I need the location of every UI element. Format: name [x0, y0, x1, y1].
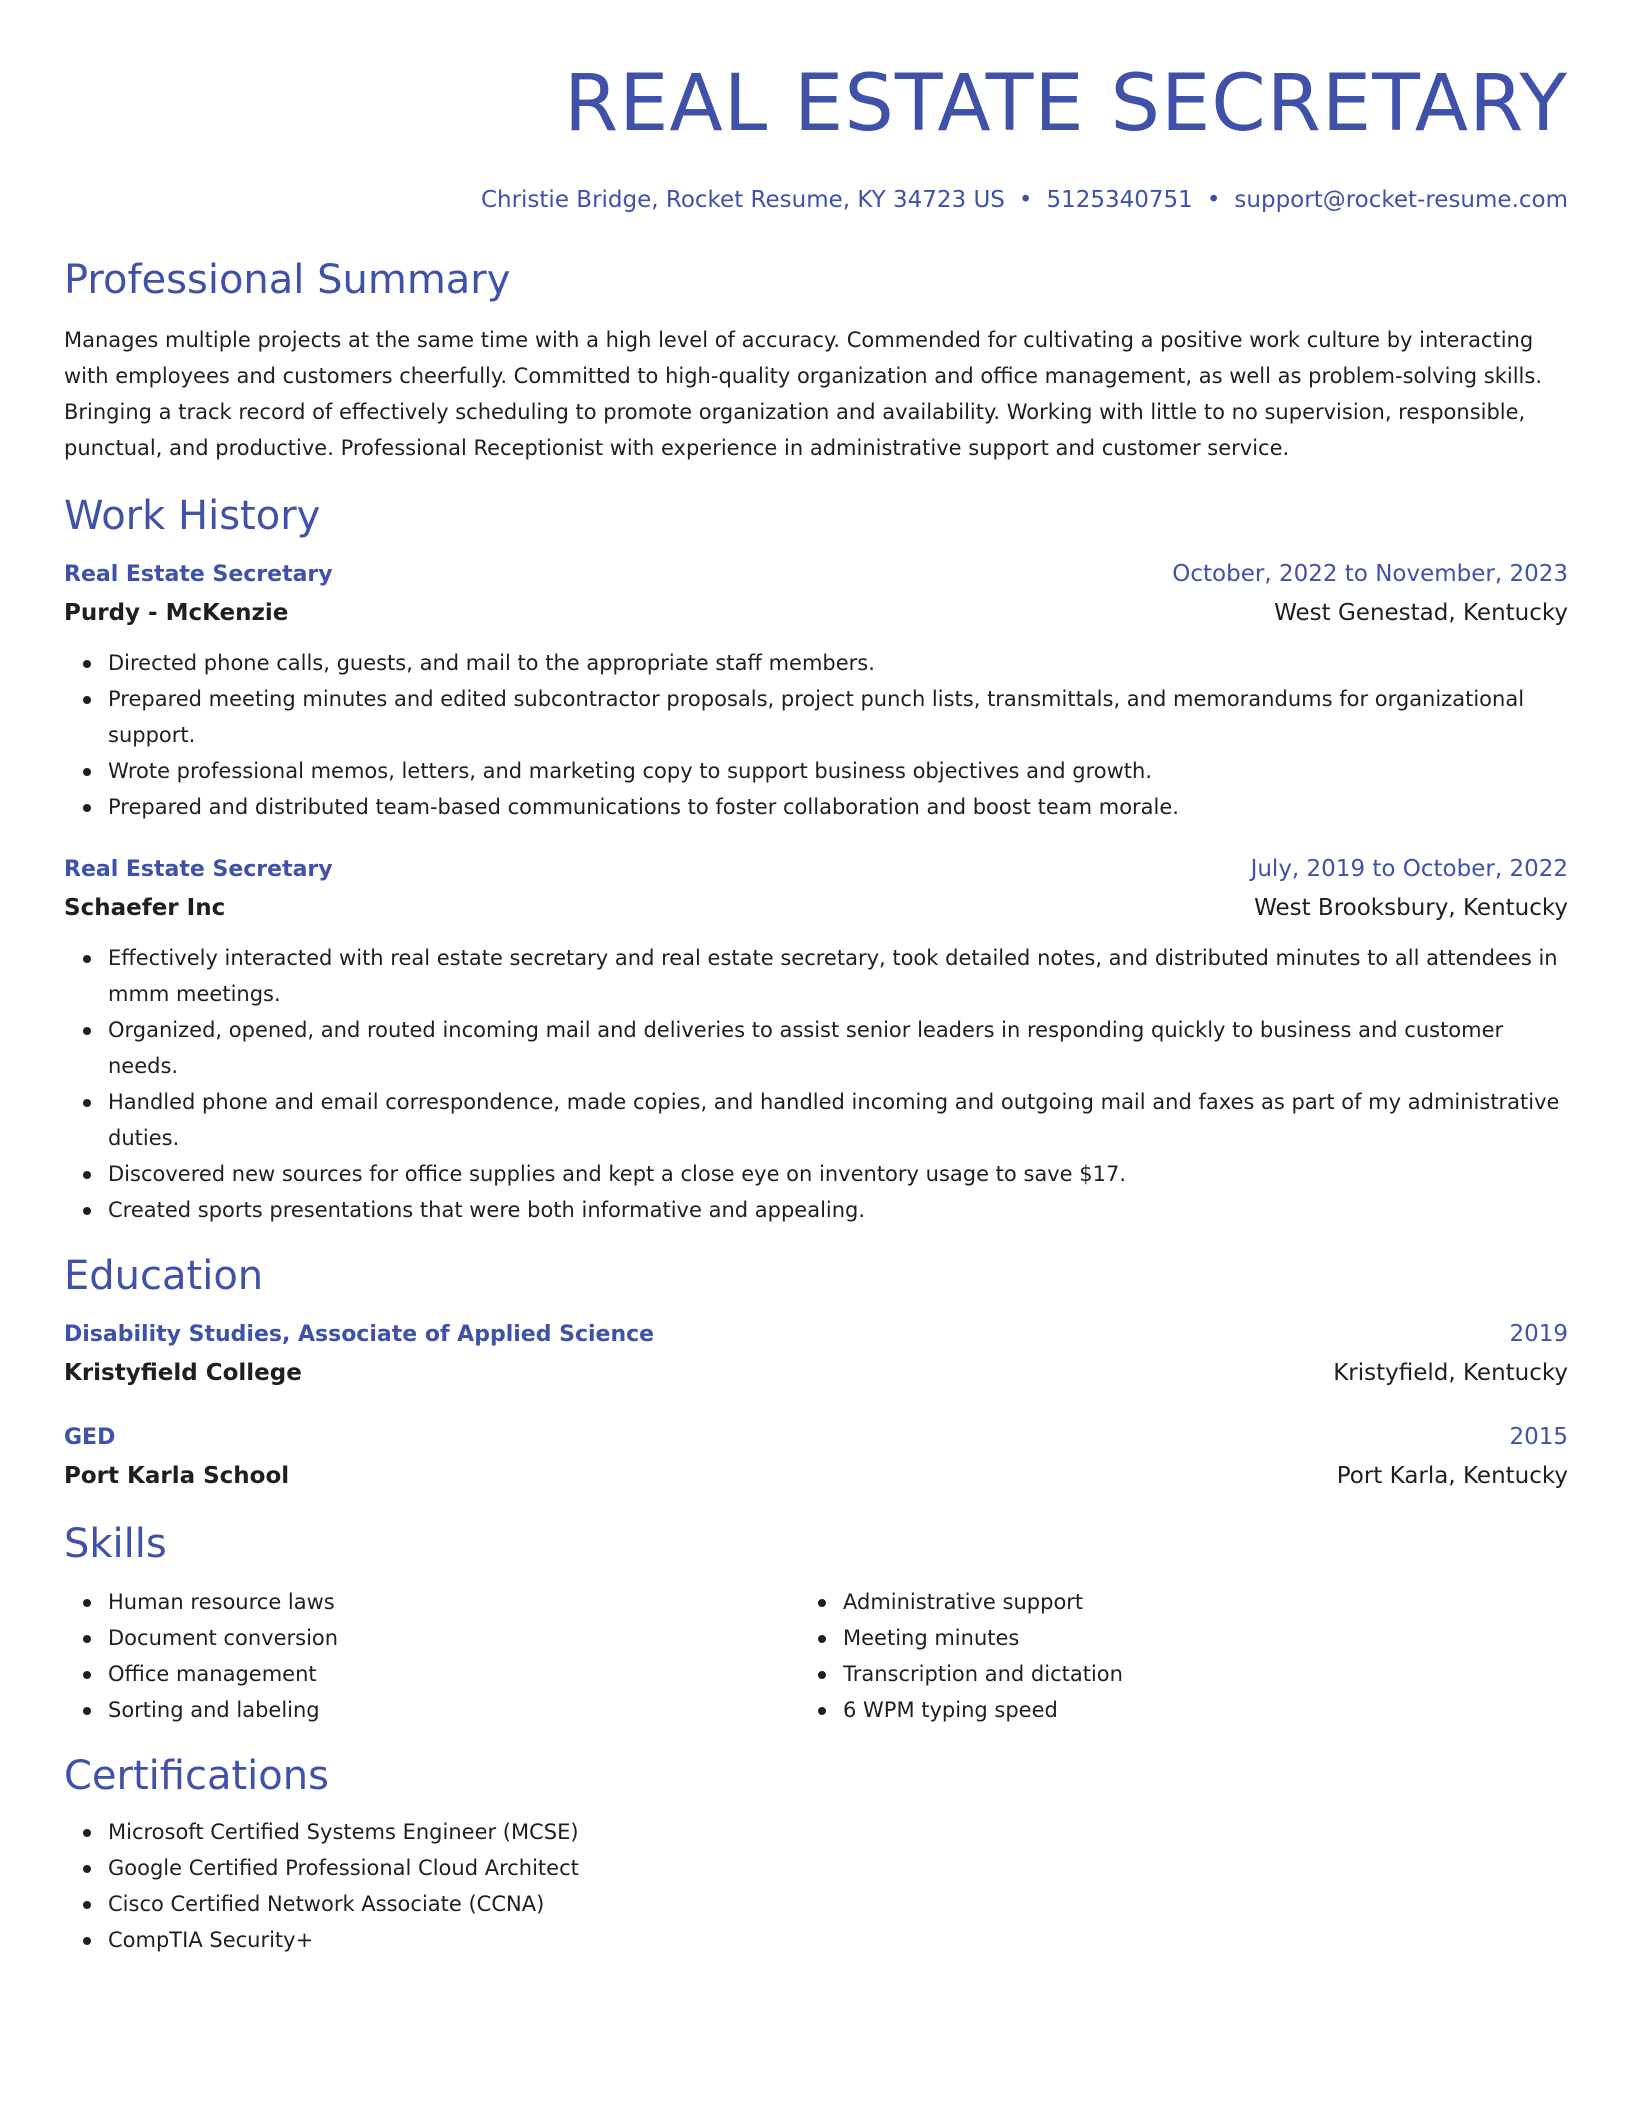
resume-title: REAL ESTATE SECRETARY: [563, 59, 1568, 149]
job-company-row: [64, 888, 1568, 928]
education-school-row: [64, 1353, 1568, 1393]
contact-phone: 5125340751: [1046, 187, 1193, 213]
skills-column-left: [64, 1584, 799, 1728]
education-heading: Education: [64, 1253, 264, 1299]
job-dates: October, 2022 to November, 2023: [1172, 561, 1568, 587]
list-item: Created sports presentations that were both informative and appealing.: [108, 1192, 1568, 1228]
job-entry: [64, 851, 1568, 1228]
education-year: 2019: [1509, 1321, 1568, 1347]
contact-email[interactable]: support@rocket-resume.com: [1234, 187, 1568, 213]
list-item: Meeting minutes: [843, 1620, 1534, 1656]
list-item: Prepared and distributed team-based communications to foster collaboration and boost team morale.: [108, 789, 1568, 825]
list-item: Administrative support: [843, 1584, 1534, 1620]
list-item: Microsoft Certified Systems Engineer (MCSE): [108, 1814, 1568, 1850]
job-title-row: [64, 851, 1568, 888]
education-school-row: [64, 1456, 1568, 1496]
list-item: Prepared meeting minutes and edited subcontractor proposals, project punch lists, transmittals, and memorandums for organizational support.: [108, 681, 1568, 753]
skills-grid: [64, 1584, 1568, 1728]
list-item: Directed phone calls, guests, and mail to the appropriate staff members.: [108, 645, 1568, 681]
list-item: Sorting and labeling: [108, 1692, 799, 1728]
education-school: Kristyfield College: [64, 1360, 302, 1386]
contact-address: Christie Bridge, Rocket Resume, KY 34723 US: [480, 187, 1005, 213]
education-degree-row: [64, 1419, 1568, 1456]
education-degree: GED: [64, 1425, 116, 1450]
job-company: Schaefer Inc: [64, 895, 226, 921]
list-item: 6 WPM typing speed: [843, 1692, 1534, 1728]
list-item: Organized, opened, and routed incoming mail and deliveries to assist senior leaders in responding quickly to business and customer needs.: [108, 1012, 1568, 1084]
education-location: Port Karla, Kentucky: [1336, 1463, 1568, 1489]
certifications-list: [64, 1814, 1568, 1958]
education-degree-row: [64, 1316, 1568, 1353]
skills-list: [64, 1584, 799, 1728]
job-company-row: [64, 593, 1568, 633]
list-item: Human resource laws: [108, 1584, 799, 1620]
education-year: 2015: [1509, 1424, 1568, 1450]
list-item: Wrote professional memos, letters, and marketing copy to support business objectives and growth.: [108, 753, 1568, 789]
list-item: Discovered new sources for office supplies and kept a close eye on inventory usage to save $17.: [108, 1156, 1568, 1192]
list-item: Handled phone and email correspondence, made copies, and handled incoming and outgoing mail and faxes as part of my administrative duties.: [108, 1084, 1568, 1156]
list-item: Document conversion: [108, 1620, 799, 1656]
education-entry: [64, 1316, 1568, 1393]
work-history-section: [64, 490, 1568, 1228]
job-title-row: [64, 556, 1568, 593]
summary-text: Manages multiple projects at the same time with a high level of accuracy. Commended for cultivating a positive work culture by interacting with employees and customers cheerfully. Committed to high-quality organization and office management, as well as problem-solving skills. Bringing a track record of effectively scheduling to promote organization and availability. Working with little to no supervision, responsible, punctual, and productive. Professional Receptionist with experience in administrative support and customer service.: [64, 328, 1543, 460]
list-item: Effectively interacted with real estate secretary and real estate secretary, took detailed notes, and distributed minutes to all attendees in mmm meetings.: [108, 940, 1568, 1012]
list-item: Cisco Certified Network Associate (CCNA): [108, 1886, 1568, 1922]
summary-heading: Professional Summary: [64, 257, 511, 303]
summary-section: [64, 254, 1568, 466]
skills-section: [64, 1518, 1568, 1728]
job-company: Purdy - McKenzie: [64, 600, 289, 626]
education-section: [64, 1250, 1568, 1496]
skills-heading: Skills: [64, 1521, 167, 1567]
education-entry: [64, 1419, 1568, 1496]
job-title: Real Estate Secretary: [64, 857, 333, 882]
certifications-heading: Certifications: [64, 1753, 329, 1799]
resume-header: [64, 56, 1568, 216]
job-title: Real Estate Secretary: [64, 562, 333, 587]
contact-line: [64, 184, 1568, 216]
job-entry: [64, 556, 1568, 825]
education-school: Port Karla School: [64, 1463, 290, 1489]
job-location: West Brooksbury, Kentucky: [1254, 895, 1568, 921]
job-location: West Genestad, Kentucky: [1274, 600, 1568, 626]
list-item: Transcription and dictation: [843, 1656, 1534, 1692]
list-item: Google Certified Professional Cloud Architect: [108, 1850, 1568, 1886]
education-degree: Disability Studies, Associate of Applied Science: [64, 1322, 655, 1347]
job-bullets: [64, 645, 1568, 825]
certifications-section: [64, 1750, 1568, 1958]
job-dates: July, 2019 to October, 2022: [1250, 856, 1568, 882]
job-bullets: [64, 940, 1568, 1228]
work-history-heading: Work History: [64, 493, 321, 539]
contact-separator: •: [1018, 187, 1033, 213]
contact-separator: •: [1206, 187, 1221, 213]
skills-column-right: [799, 1584, 1534, 1728]
list-item: Office management: [108, 1656, 799, 1692]
education-location: Kristyfield, Kentucky: [1333, 1360, 1568, 1386]
skills-list: [799, 1584, 1534, 1728]
list-item: CompTIA Security+: [108, 1922, 1568, 1958]
